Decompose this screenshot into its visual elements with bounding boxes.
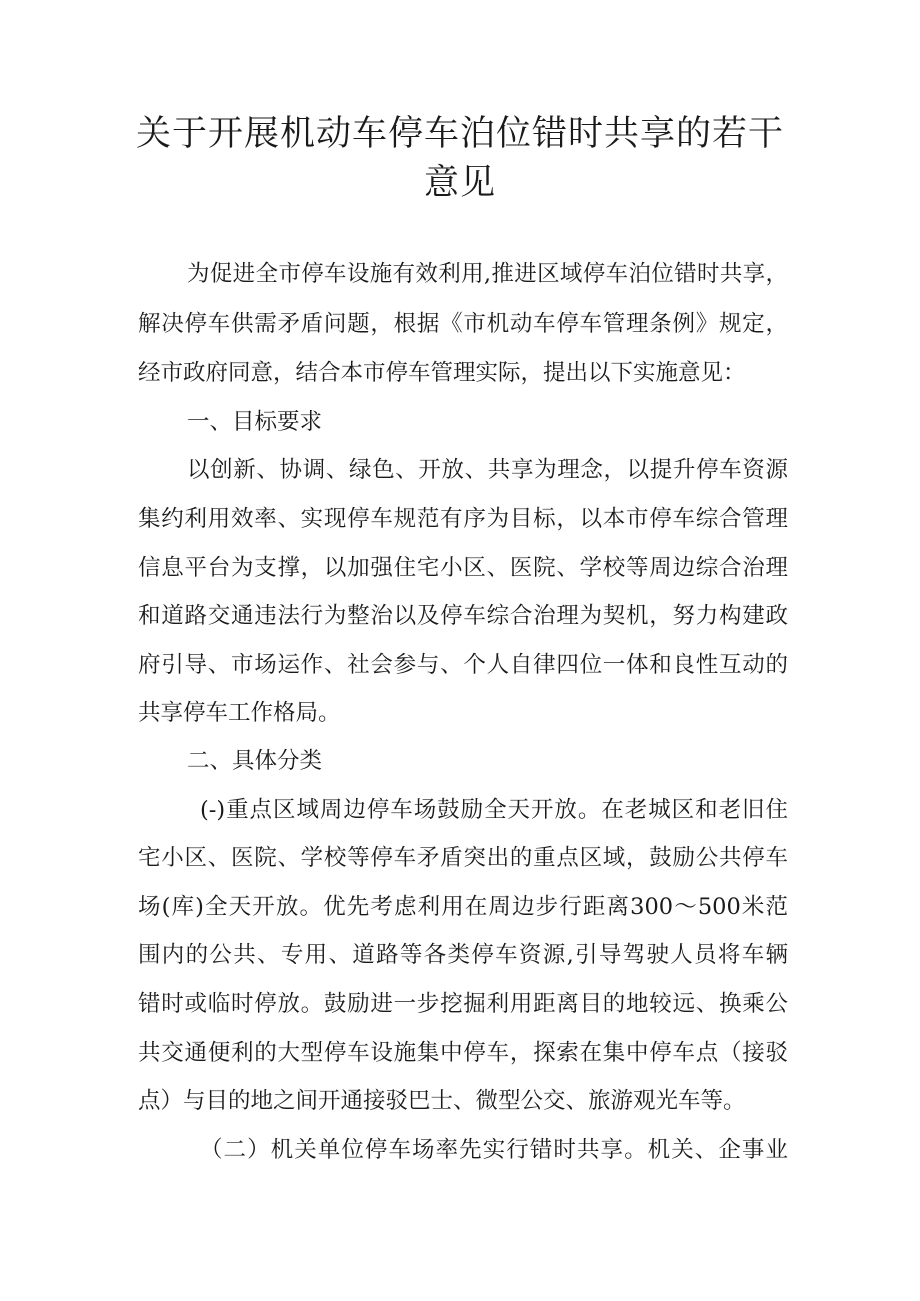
paragraph-line: 宅小区、医院、学校等停车矛盾突出的重点区域，鼓励公共停车 <box>138 845 788 871</box>
paragraph-line: (-)重点区域周边停车场鼓励全天开放。在老城区和老旧住 <box>200 797 788 823</box>
paragraph-line: （二）机关单位停车场率先实行错时共享。机关、企事业 <box>200 1137 788 1163</box>
section-heading: 一、目标要求 <box>187 409 323 435</box>
paragraph-line: 场(库)全天开放。优先考虑利用在周边步行距离300～500米范 <box>138 894 788 920</box>
paragraph-line: 点）与目的地之间开通接驳巴士、微型公交、旅游观光车等。 <box>138 1088 746 1114</box>
paragraph-line: 共交通便利的大型停车设施集中停车，探索在集中停车点（接驳 <box>138 1040 788 1066</box>
document-title-line-2: 意见 <box>423 163 496 203</box>
paragraph-line: 和道路交通违法行为整治以及停车综合治理为契机，努力构建政 <box>138 603 788 629</box>
paragraph-line: 围内的公共、专用、道路等各类停车资源,引导驾驶人员将车辆 <box>138 942 788 968</box>
paragraph-line: 错时或临时停放。鼓励进一步挖掘利用距离目的地较远、换乘公 <box>138 991 788 1017</box>
paragraph-line: 以创新、协调、绿色、开放、共享为理念，以提升停车资源 <box>187 457 788 483</box>
paragraph-line: 信息平台为支撑，以加强住宅小区、医院、学校等周边综合治理 <box>138 555 788 581</box>
section-heading: 二、具体分类 <box>187 748 323 774</box>
paragraph-line: 为促进全市停车设施有效利用,推进区域停车泊位错时共享， <box>187 261 788 287</box>
paragraph-line: 共享停车工作格局。 <box>138 700 341 726</box>
paragraph-line: 府引导、市场运作、社会参与、个人自律四位一体和良性互动的 <box>138 652 788 678</box>
paragraph-line: 集约利用效率、实现停车规范有序为目标，以本市停车综合管理 <box>138 506 788 532</box>
paragraph-line: 解决停车供需矛盾问题，根据《市机动车停车管理条例》规定， <box>138 311 788 337</box>
document-title-line-1: 关于开展机动车停车泊位错时共享的若干 <box>135 114 784 154</box>
paragraph-line: 经市政府同意，结合本市停车管理实际，提出以下实施意见： <box>138 360 746 386</box>
